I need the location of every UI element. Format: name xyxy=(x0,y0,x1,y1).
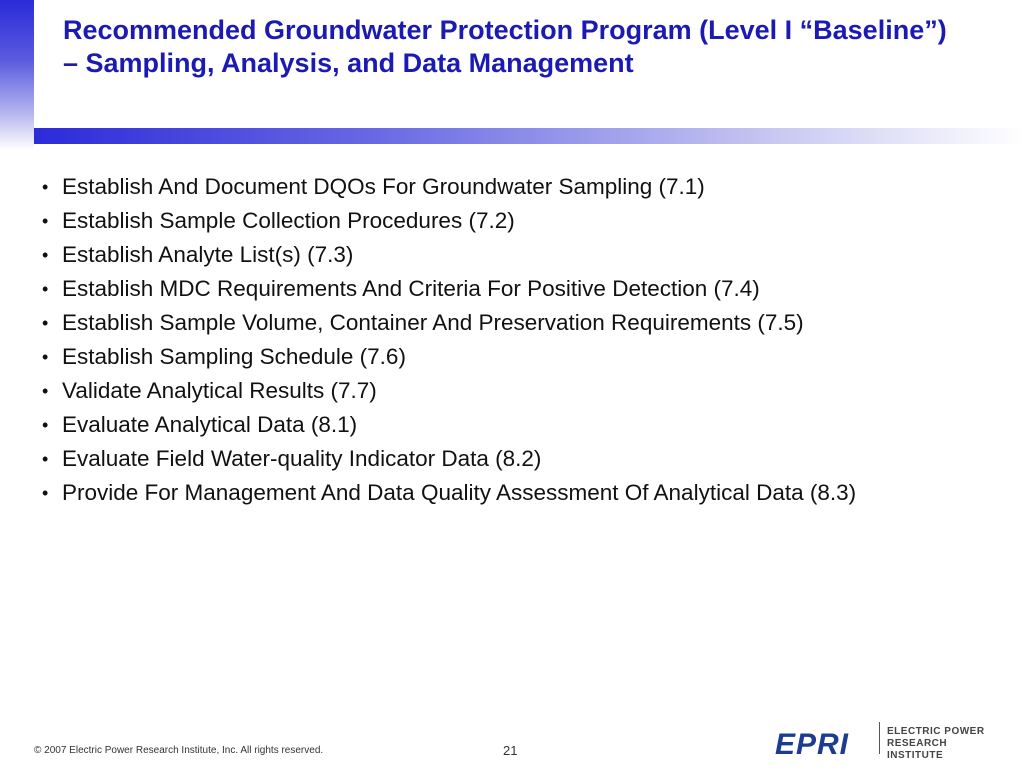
list-item xyxy=(40,238,970,272)
list-item xyxy=(40,340,970,374)
bullet-icon: • xyxy=(42,483,49,503)
list-item xyxy=(40,204,970,238)
list-item xyxy=(40,442,970,476)
epri-logo xyxy=(775,720,1005,760)
bullet-icon: • xyxy=(42,449,49,469)
bullet-text: Establish And Document DQOs For Groundwater Sampling (7.1) xyxy=(62,174,705,199)
copyright-notice: © 2007 Electric Power Research Institute, Inc. All rights reserved. xyxy=(34,745,324,756)
left-accent-bar xyxy=(0,0,34,150)
bullet-text: Establish Sample Collection Procedures (7.2) xyxy=(62,208,515,233)
bullet-text: Evaluate Analytical Data (8.1) xyxy=(62,412,358,437)
title-underline-bar xyxy=(34,128,1024,144)
list-item xyxy=(40,306,970,340)
logo-divider xyxy=(879,722,880,754)
bullet-text: Establish Analyte List(s) (7.3) xyxy=(62,242,354,267)
list-item xyxy=(40,170,970,204)
epri-logo-mark: EPRI xyxy=(775,728,850,761)
bullet-list xyxy=(40,170,970,510)
bullet-icon: • xyxy=(42,381,49,401)
bullet-icon: • xyxy=(42,415,49,435)
page-number: 21 xyxy=(503,743,518,758)
bullet-text: Establish Sample Volume, Container And Preservation Requirements (7.5) xyxy=(62,310,804,335)
bullet-icon: • xyxy=(42,313,49,333)
logo-text-line1: ELECTRIC POWER xyxy=(887,726,985,737)
slide-title: Recommended Groundwater Protection Program (Level I “Baseline”) – Sampling, Analysis, and Data Management xyxy=(63,15,947,78)
bullet-text: Validate Analytical Results (7.7) xyxy=(62,378,377,403)
bullet-text: Evaluate Field Water-quality Indicator Data (8.2) xyxy=(62,446,542,471)
list-item xyxy=(40,374,970,408)
bullet-text: Establish Sampling Schedule (7.6) xyxy=(62,344,406,369)
bullet-text: Provide For Management And Data Quality Assessment Of Analytical Data (8.3) xyxy=(62,480,857,505)
bullet-icon: • xyxy=(42,245,49,265)
bullet-icon: • xyxy=(42,211,49,231)
logo-text-line2: RESEARCH INSTITUTE xyxy=(887,738,948,761)
list-item xyxy=(40,408,970,442)
bullet-icon: • xyxy=(42,177,49,197)
list-item xyxy=(40,272,970,306)
bullet-text: Establish MDC Requirements And Criteria For Positive Detection (7.4) xyxy=(62,276,760,301)
bullet-icon: • xyxy=(42,279,49,299)
logo-text xyxy=(887,726,1005,762)
bullet-icon: • xyxy=(42,347,49,367)
list-item xyxy=(40,476,970,510)
